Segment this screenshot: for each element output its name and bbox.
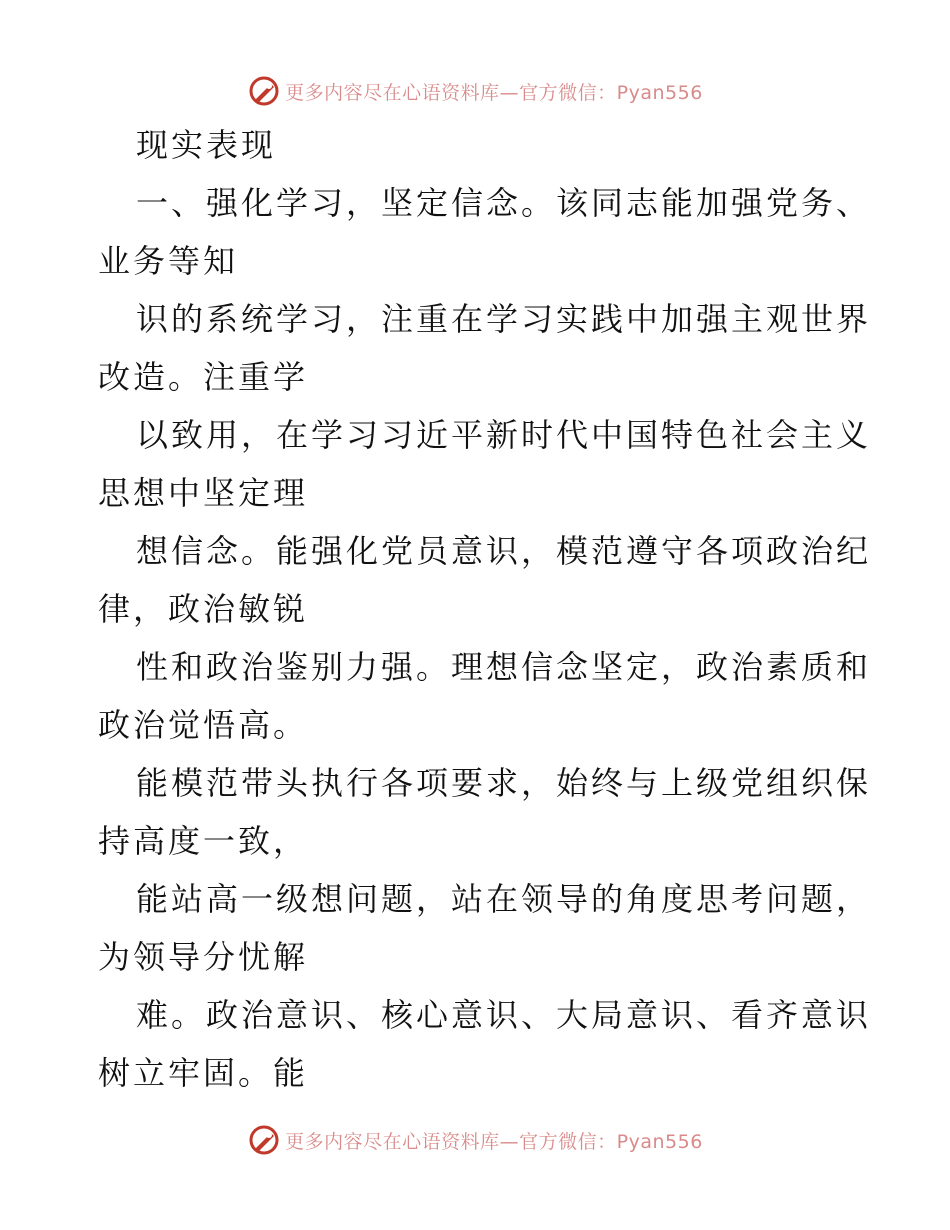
text-line: 树立牢固。能	[98, 1054, 309, 1092]
text-line: 能站高一级想问题，站在领导的角度思考问题，	[136, 880, 872, 918]
text-line: 现实表现	[136, 126, 277, 164]
text-line: 业务等知	[98, 242, 239, 280]
text-line: 识的系统学习，注重在学习实践中加强主观世界	[136, 300, 872, 338]
text-line: 想信念。能强化党员意识，模范遵守各项政治纪	[136, 532, 872, 570]
text-line: 思想中坚定理	[98, 474, 309, 512]
pen-logo-icon	[247, 1123, 281, 1157]
watermark-text: 更多内容尽在心语资料库—官方微信：Pyan556	[285, 81, 703, 104]
text-line: 难。政治意识、核心意识、大局意识、看齐意识	[136, 996, 872, 1034]
document-body	[98, 116, 872, 1102]
text-line: 能模范带头执行各项要求，始终与上级党组织保	[136, 764, 872, 802]
text-line: 政治觉悟高。	[98, 706, 309, 744]
text-line: 改造。注重学	[98, 358, 309, 396]
text-line: 律，政治敏锐	[98, 590, 309, 628]
footer-watermark	[0, 1120, 950, 1160]
text-line: 性和政治鉴别力强。理想信念坚定，政治素质和	[136, 648, 872, 686]
text-line: 持高度一致，	[98, 822, 309, 860]
text-line: 为领导分忧解	[98, 938, 309, 976]
text-line: 一、强化学习，坚定信念。该同志能加强党务、	[136, 184, 872, 222]
watermark-text: 更多内容尽在心语资料库—官方微信：Pyan556	[285, 1130, 703, 1153]
pen-logo-icon	[247, 74, 281, 108]
text-line: 以致用，在学习习近平新时代中国特色社会主义	[136, 416, 872, 454]
header-watermark	[0, 71, 950, 111]
